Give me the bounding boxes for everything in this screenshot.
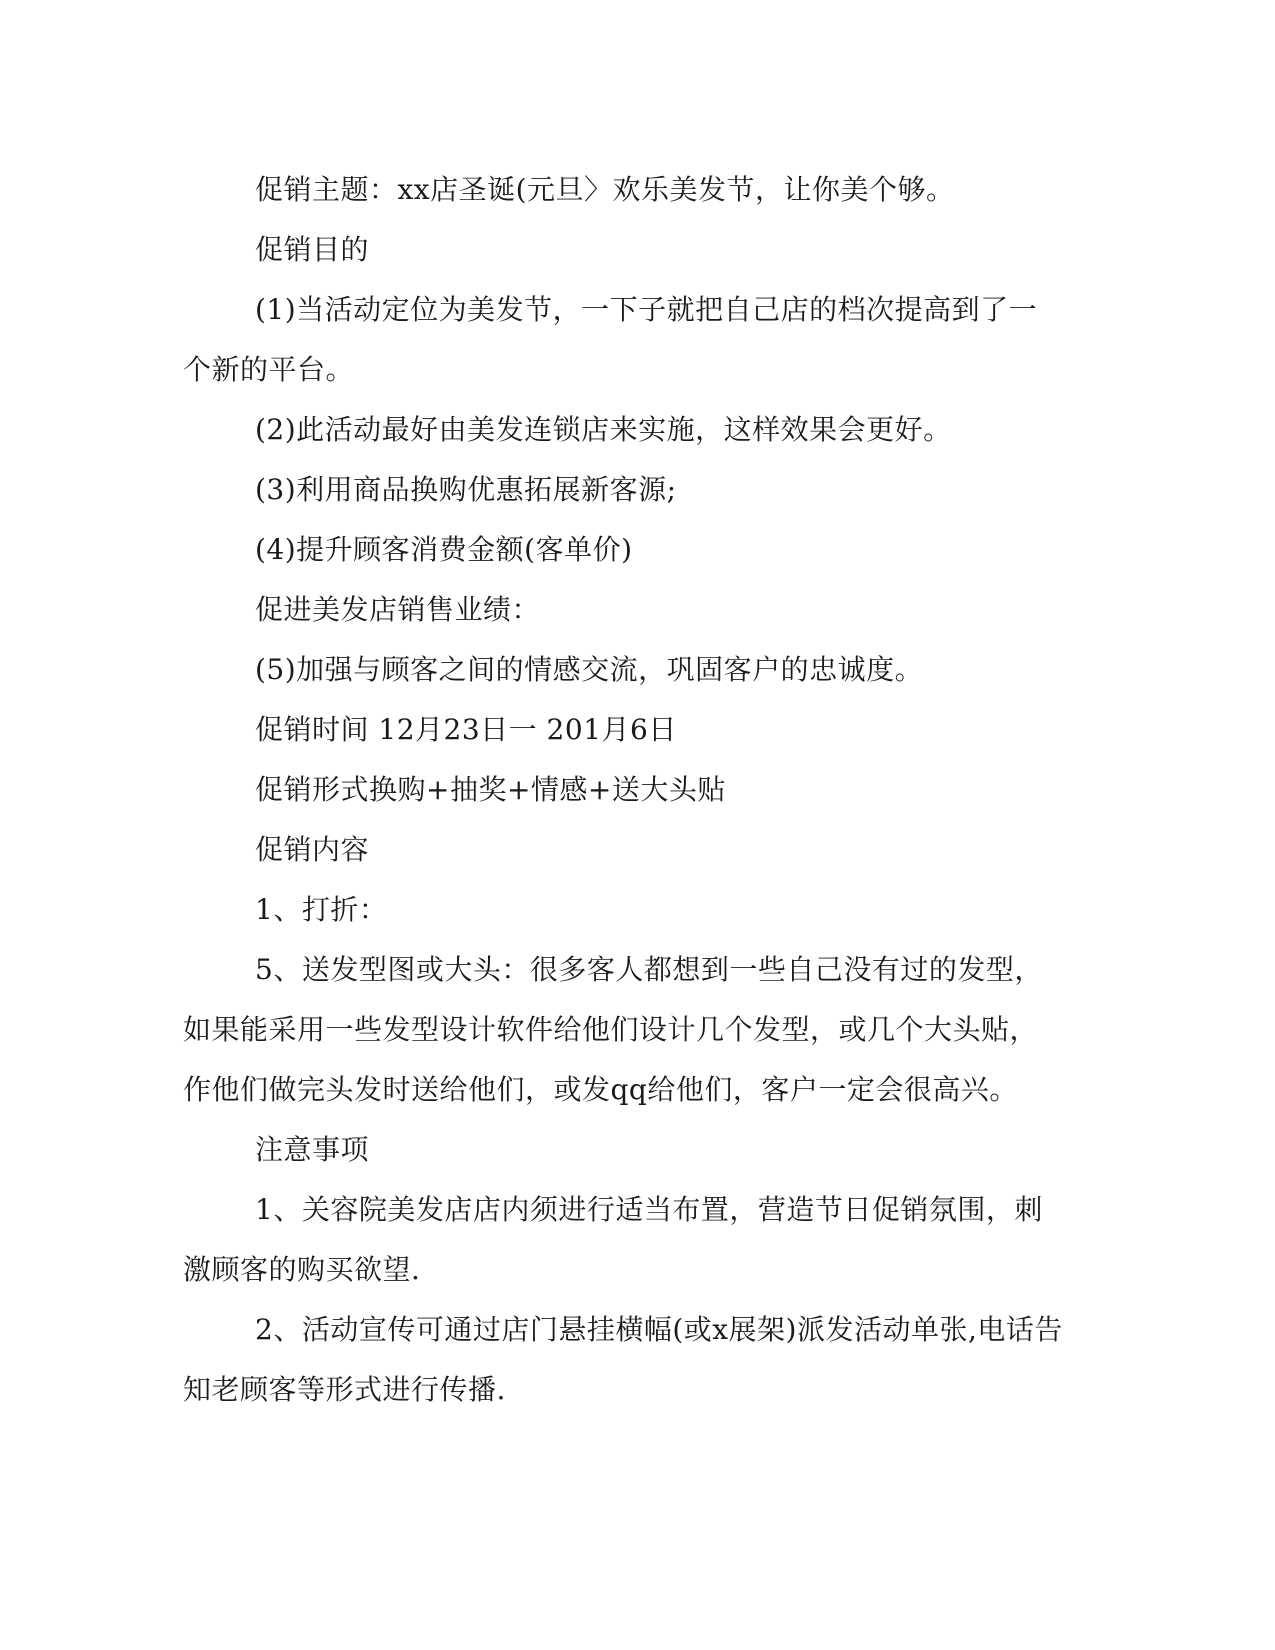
purpose-item-4: (4)提升顾客消费金额(客单价): [255, 533, 633, 566]
content-item-hairstyle-gift: 5、送发型图或大头：很多客人都想到一些自己没有过的发型，如果能采用一些发型设计软件给他们设计几个发型，或几个大头贴，作他们做完头发时送给他们，或发qq给他们，客户一定会很高兴。: [183, 953, 1043, 1106]
purpose-item-5: (5)加强与顾客之间的情感交流，巩固客户的忠诚度。: [255, 653, 924, 686]
purpose-item-1: (1)当活动定位为美发节，一下子就把自己店的档次提高到了一个新的平台。: [183, 293, 1038, 386]
purpose-item-3: (3)利用商品换购优惠拓展新客源;: [255, 473, 677, 506]
notes-heading: 注意事项: [255, 1133, 370, 1166]
promotion-form-line: 促销形式换购+抽奖+情感+送大头贴: [255, 773, 726, 806]
notes-item-2: 2、活动宣传可通过店门悬挂横幅(或x展架)派发活动单张,电话告知老顾客等形式进行传播.: [183, 1313, 1063, 1406]
promotion-theme-paragraph: 促销主题：xx店圣诞(元旦〉欢乐美发节，让你美个够。: [255, 173, 955, 206]
document-body: [183, 160, 1063, 1420]
notes-item-1: 1、关容院美发店店内须进行适当布置，营造节日促销氛围，刺激顾客的购买欲望.: [183, 1193, 1043, 1286]
promotion-purpose-heading: 促销目的: [255, 233, 370, 266]
promotion-content-heading: 促销内容: [255, 833, 370, 866]
purpose-item-2: (2)此活动最好由美发连锁店来实施，这样效果会更好。: [255, 413, 952, 446]
sales-performance-line: 促进美发店销售业绩：: [255, 593, 541, 626]
content-item-discount: 1、打折：: [255, 893, 388, 926]
promotion-time-line: 促销时间 12月23日一 201月6日: [255, 713, 677, 746]
